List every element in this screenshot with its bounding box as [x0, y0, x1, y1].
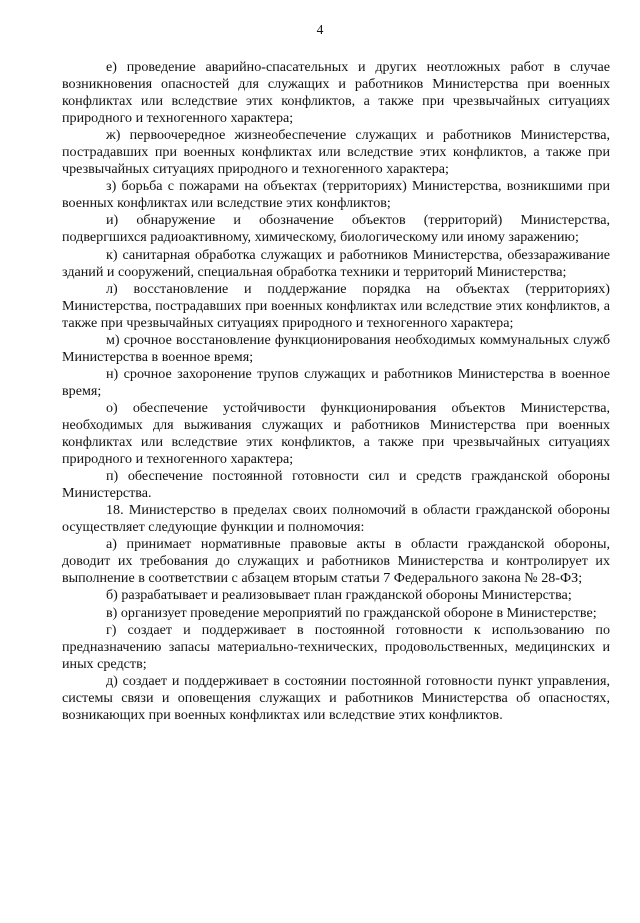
paragraph-z: з) борьба с пожарами на объектах (территориях) Министерства, возникшими при военных конфликтах или вследствие этих конфликтов;: [62, 178, 610, 212]
section-18-intro: 18. Министерство в пределах своих полномочий в области гражданской обороны осуществляет следующие функции и полномочия:: [62, 502, 610, 536]
paragraph-n: н) срочное захоронение трупов служащих и работников Министерства в военное время;: [62, 365, 610, 399]
paragraph-e: е) проведение аварийно-спасательных и других неотложных работ в случае возникновения опасностей для служащих и работников Министерства при военных конфликтах или вследствие этих конфликтов, а также при чрезвычайных ситуациях природного и техногенного характера;: [62, 59, 610, 127]
document-body: [62, 59, 610, 724]
section-18-item-g: г) создает и поддерживает в постоянной готовности к использованию по предназначению запасы материально-технических, продовольственных, медицинских и иных средств;: [62, 621, 610, 672]
paragraph-p: п) обеспечение постоянной готовности сил и средств гражданской обороны Министерства.: [62, 468, 610, 502]
section-18-item-v: в) организует проведение мероприятий по гражданской обороне в Министерстве;: [106, 604, 597, 621]
page-number: 4: [316, 22, 324, 37]
section-18-item-a: а) принимает нормативные правовые акты в области гражданской обороны, доводит их требования до служащих и работников Министерства и контролирует их выполнение в соответствии с абзацем вторым статьи 7 Федерального закона № 28-ФЗ;: [62, 536, 610, 587]
paragraph-l: л) восстановление и поддержание порядка на объектах (территориях) Министерства, пострадавших при военных конфликтах или вследствие этих конфликтов, а также при чрезвычайных ситуациях природного и техногенного характера;: [62, 280, 610, 331]
section-18-item-b: б) разрабатывает и реализовывает план гражданской обороны Министерства;: [106, 587, 572, 604]
paragraph-o: о) обеспечение устойчивости функционирования объектов Министерства, необходимых для выживания служащих и работников Министерства при военных конфликтах или вследствие этих конфликтов, а также при чрезвычайных ситуациях природного и техногенного характера;: [62, 399, 610, 468]
paragraph-i: и) обнаружение и обозначение объектов (территорий) Министерства, подвергшихся радиоактивному, химическому, биологическому или иному заражению;: [62, 212, 610, 246]
paragraph-zh: ж) первоочередное жизнеобеспечение служащих и работников Министерства, пострадавших при военных конфликтах или вследствие этих конфликтов, а также при чрезвычайных ситуациях природного и техногенного характера;: [62, 127, 610, 178]
section-18-item-d: д) создает и поддерживает в состоянии постоянной готовности пункт управления, системы связи и оповещения служащих и работников Министерства об опасностях, возникающих при военных конфликтах или вследствие этих конфликтов.: [62, 672, 610, 723]
paragraph-m: м) срочное восстановление функционирования необходимых коммунальных служб Министерства в военное время;: [62, 331, 610, 365]
paragraph-k: к) санитарная обработка служащих и работников Министерства, обеззараживание зданий и сооружений, специальная обработка техники и территорий Министерства;: [62, 246, 610, 280]
